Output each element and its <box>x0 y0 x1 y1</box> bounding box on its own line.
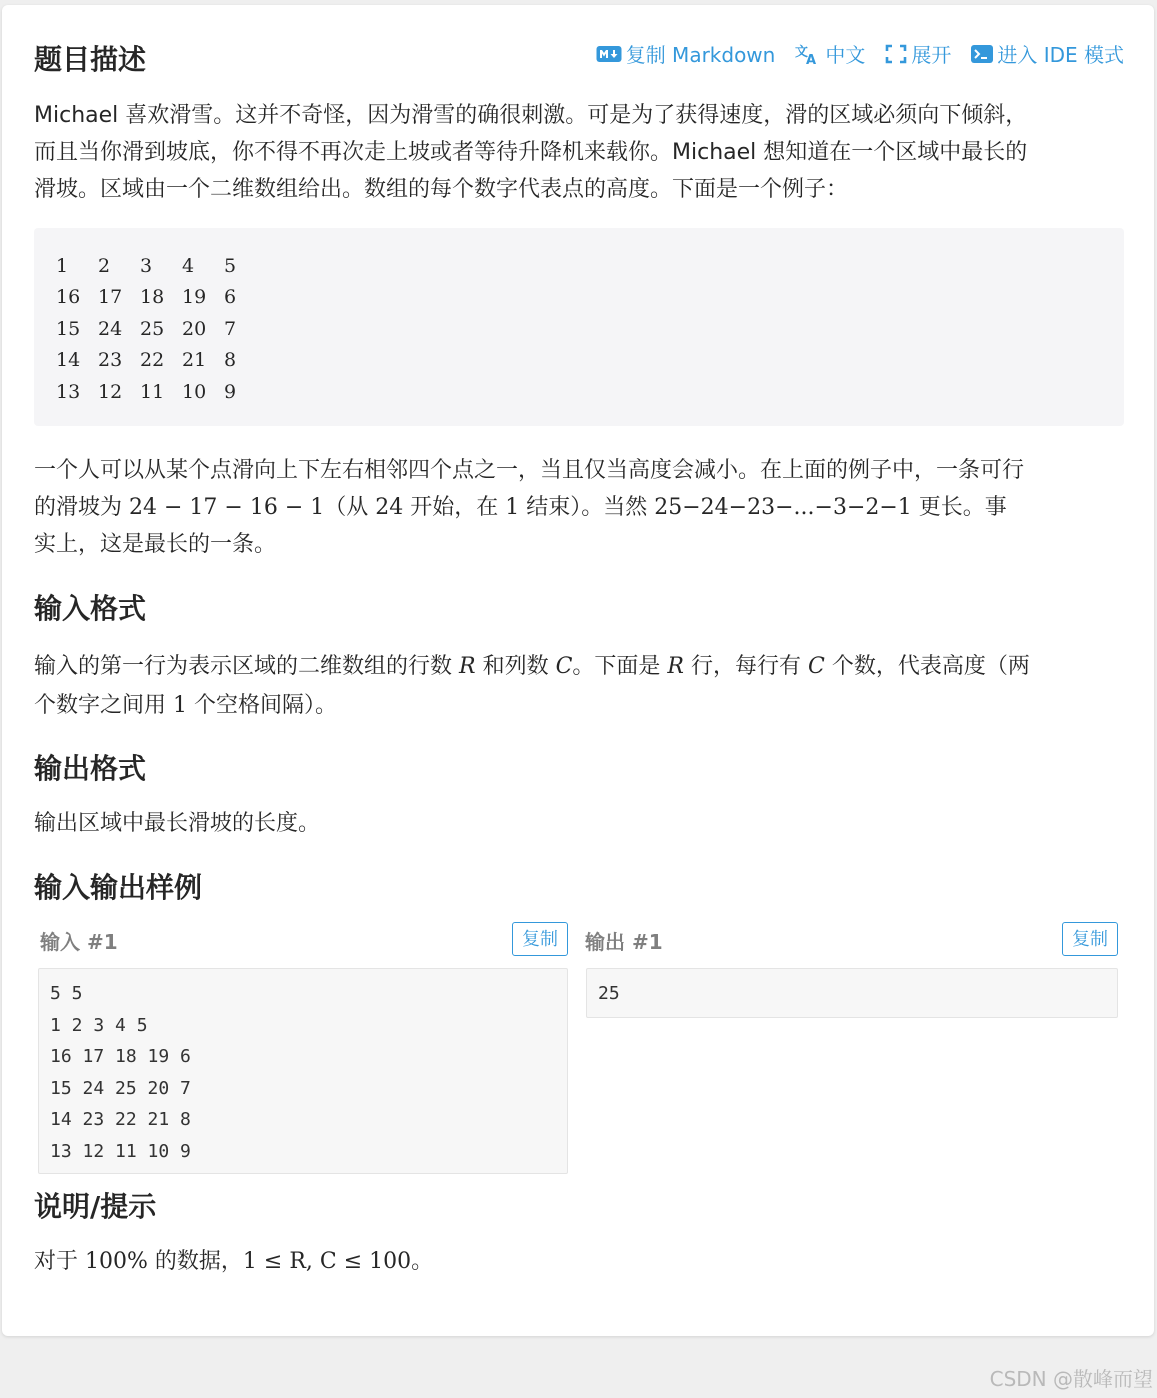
ide-mode-button[interactable] <box>971 39 1124 68</box>
example-grid-cell: 10 <box>182 380 207 403</box>
math-expression: 1 <box>505 495 520 520</box>
sample-output-label: 输出 #1 <box>585 930 663 954</box>
sample-line: 25 <box>598 983 620 1004</box>
example-grid-cell: 5 <box>224 254 237 277</box>
csdn-watermark: CSDN @散峰而望 <box>989 1367 1153 1391</box>
hint-text <box>34 1243 1124 1280</box>
example-grid-row <box>56 250 1124 282</box>
description-line: Michael 喜欢滑雪。这并不奇怪，因为滑雪的确很刺激。可是为了获得速度，滑的区域必须向下倾斜， <box>34 103 1028 128</box>
math-variable: R <box>459 654 476 679</box>
expand-button[interactable] <box>885 39 951 68</box>
copy-output-button[interactable]: 复制 <box>1062 922 1118 956</box>
input-format-text-part: 行，每行有 <box>684 654 808 679</box>
description-line: 而且当你滑到坡底，你不得不再次走上坡或者等待升降机来载你。Michael 想知道在一个区域中最长的 <box>34 140 1028 165</box>
expand-icon <box>885 44 907 64</box>
description-title: 题目描述 <box>34 43 147 76</box>
sample-line: 14 23 22 21 8 <box>50 1109 191 1130</box>
input-format-text-part: 输入的第一行为表示区域的二维数组的行数 <box>34 654 459 679</box>
example-grid-row <box>56 376 1124 408</box>
math-expression: 1 ≤ R, C ≤ 100 <box>242 1249 412 1274</box>
description-text: （从 <box>324 495 376 520</box>
output-format-text: 输出区域中最长滑坡的长度。 <box>34 811 321 836</box>
math-variable: C <box>555 654 573 679</box>
problem-card <box>2 5 1154 1336</box>
hint-title: 说明/提示 <box>34 1190 157 1223</box>
example-grid-cell: 25 <box>140 317 165 340</box>
example-grid-cell: 23 <box>98 349 123 372</box>
markdown-icon <box>596 45 622 63</box>
example-grid-cell: 17 <box>98 286 123 309</box>
description-text: 结束）。当然 <box>519 495 655 520</box>
example-grid-cell: 16 <box>56 286 81 309</box>
input-format-text-part: 个数字之间用 <box>34 693 173 718</box>
example-grid-cell: 7 <box>224 317 237 340</box>
example-grid-cell: 12 <box>98 380 123 403</box>
example-grid-cell: 22 <box>140 349 165 372</box>
math-expression: 1 <box>173 693 187 718</box>
sample-line: 16 17 18 19 6 <box>50 1046 191 1067</box>
ide-mode-label: 进入 IDE 模式 <box>997 43 1124 67</box>
example-grid-cell: 20 <box>182 317 207 340</box>
sample-input-box[interactable] <box>38 968 568 1174</box>
input-format-text-part: 个数，代表高度（两 <box>824 654 1030 679</box>
description-paragraph-1 <box>34 97 1124 208</box>
description-text: 开始，在 <box>403 495 506 520</box>
example-grid-cell: 3 <box>140 254 153 277</box>
example-grid-cell: 15 <box>56 317 81 340</box>
sample-input-panel <box>34 922 568 1162</box>
example-grid <box>56 250 1124 408</box>
input-format-text-part: 和列数 <box>475 654 556 679</box>
input-format-text-part: 个空格间隔）。 <box>187 693 337 718</box>
description-line: 一个人可以从某个点滑向上下左右相邻四个点之一，当且仅当高度会减小。在上面的例子中，一条可行 <box>34 458 1025 483</box>
example-grid-cell: 8 <box>224 349 237 372</box>
example-grid-cell: 24 <box>98 317 123 340</box>
example-grid-cell: 14 <box>56 349 81 372</box>
problem-toolbar <box>596 39 1124 68</box>
language-button[interactable] <box>795 39 865 68</box>
example-grid-row <box>56 282 1124 314</box>
example-grid-cell: 21 <box>182 349 207 372</box>
input-format-text <box>34 647 1124 725</box>
translate-icon <box>795 43 821 65</box>
input-format-text-part: 。下面是 <box>572 654 668 679</box>
sample-line: 1 2 3 4 5 <box>50 1014 148 1036</box>
example-grid-row <box>56 313 1124 345</box>
math-expression: 100% <box>85 1249 148 1274</box>
example-grid-cell: 6 <box>224 286 237 309</box>
copy-markdown-label: 复制 Markdown <box>625 43 776 67</box>
example-grid-cell: 11 <box>140 380 165 403</box>
sample-line: 5 5 <box>50 983 83 1004</box>
sample-output-panel <box>583 922 1118 1004</box>
sample-line: 13 12 11 10 9 <box>50 1140 191 1162</box>
example-grid-block <box>34 228 1124 426</box>
samples-title: 输入输出样例 <box>34 871 203 904</box>
language-label: 中文 <box>825 43 866 67</box>
terminal-icon <box>971 45 993 63</box>
sample-line: 15 24 25 20 7 <box>50 1077 191 1099</box>
hint-text-part: 对于 <box>34 1249 85 1274</box>
hint-text-part: 。 <box>411 1249 434 1274</box>
example-grid-row <box>56 345 1124 377</box>
description-text: 的滑坡为 <box>34 495 129 520</box>
copy-markdown-button[interactable] <box>596 39 776 68</box>
sample-input-label: 输入 #1 <box>40 930 118 954</box>
copy-input-button[interactable]: 复制 <box>512 922 568 956</box>
example-grid-cell: 2 <box>98 254 111 277</box>
description-paragraph-2 <box>34 452 1124 563</box>
description-text: 更长。事 <box>911 495 1007 520</box>
sample-output-box[interactable] <box>586 968 1118 1018</box>
sample-input-header <box>34 922 568 966</box>
math-expression: 25−24−23−...−3−2−1 <box>654 495 912 520</box>
math-variable: R <box>667 654 684 679</box>
input-format-title: 输入格式 <box>34 592 147 625</box>
example-grid-cell: 19 <box>182 286 207 309</box>
example-grid-cell: 9 <box>224 380 237 403</box>
sample-output-header <box>583 922 1118 966</box>
description-line: 实上，这是最长的一条。 <box>34 532 277 557</box>
hint-text-part: 的数据， <box>147 1249 243 1274</box>
math-expression: 24 <box>375 495 404 520</box>
example-grid-cell: 1 <box>56 254 69 277</box>
description-line: 滑坡。区域由一个二维数组给出。数组的每个数字代表点的高度。下面是一个例子： <box>34 177 849 202</box>
example-grid-cell: 13 <box>56 380 81 403</box>
math-expression: 24 − 17 − 16 − 1 <box>129 495 325 520</box>
svg-text:文: 文 <box>795 44 809 60</box>
math-variable: C <box>808 654 825 679</box>
output-format-title: 输出格式 <box>34 752 147 785</box>
expand-label: 展开 <box>911 43 952 67</box>
example-grid-cell: 4 <box>182 254 195 277</box>
svg-text:A: A <box>806 52 817 65</box>
example-grid-cell: 18 <box>140 286 165 309</box>
